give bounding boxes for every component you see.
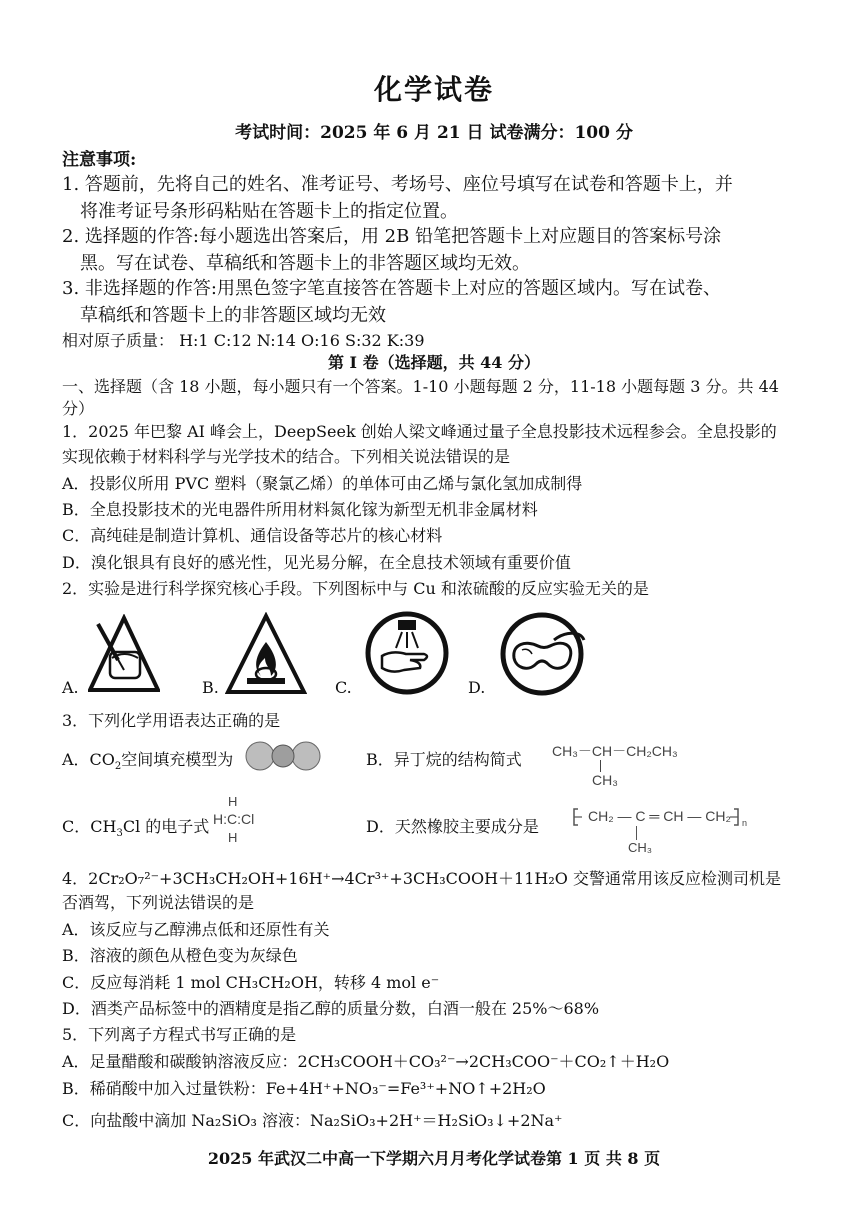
electron-formula-middle: H:C:Cl bbox=[213, 811, 255, 827]
q3-option-c-rest: Cl 的电子式 bbox=[122, 817, 210, 836]
q3-option-a bbox=[62, 747, 233, 772]
q5-stem: 5．下列离子方程式书写正确的是 bbox=[62, 1025, 297, 1044]
page-footer: 2025 年武汉二中高一下学期六月月考化学试卷第 1 页 共 8 页 bbox=[207, 1149, 661, 1168]
q1-option-d: D．溴化银具有良好的感光性，见光易分解，在全息技术领域有重要价值 bbox=[62, 553, 571, 572]
isobutane-formula-bottom: CH₃ bbox=[592, 772, 618, 788]
isobutane-formula-top: CH₃－CH－CH₂CH₃ bbox=[552, 743, 678, 759]
q1-option-b: B．全息投影技术的光电器件所用材料氮化镓为新型无机非金属材料 bbox=[62, 500, 538, 519]
q4-stem-line1: 4．2Cr₂O₇²⁻+3CH₃CH₂OH+16H⁺→4Cr³⁺+3CH₃COOH＋11H₂O 交警通常用该反应检测司机是 bbox=[62, 869, 781, 888]
rubber-formula-n: n bbox=[742, 818, 748, 828]
isobutane-bond bbox=[600, 760, 601, 772]
section-1-instruction-line1: 一、选择题（含 18 小题，每小题只有一个答案。1-10 小题每题 2 分，11-18 小题每题 3 分。共 44 bbox=[62, 377, 779, 396]
q5-option-a: A．足量醋酸和碳酸钠溶液反应：2CH₃COOH＋CO₃²⁻→2CH₃COO⁻＋CO₂↑＋H₂O bbox=[62, 1052, 670, 1071]
q1-stem-line2: 实现依赖于材料科学与光学技术的结合。下列相关说法错误的是 bbox=[62, 447, 511, 466]
rubber-formula-methyl: CH₃ bbox=[628, 840, 653, 855]
q3-option-c-prefix: C．CH bbox=[62, 817, 117, 836]
notice-item-2-line2: 黑。写在试卷、草稿纸和答题卡上的非答题区域均无效。 bbox=[80, 253, 530, 274]
q1-option-a: A．投影仪所用 PVC 塑料（聚氯乙烯）的单体可由乙烯与氯化氢加成制得 bbox=[62, 474, 583, 493]
fire-warning-icon bbox=[225, 612, 307, 696]
atomic-masses: 相对原子质量： H:1 C:12 N:14 O:16 S:32 K:39 bbox=[62, 331, 425, 350]
q3-option-a-rest: 空间填充模型为 bbox=[121, 750, 234, 769]
q4-option-a: A．该反应与乙醇沸点低和还原性有关 bbox=[62, 920, 330, 939]
wash-hands-icon bbox=[364, 610, 450, 696]
notice-item-1-line1: 1. 答题前，先将自己的姓名、准考证号、考场号、座位号填写在试卷和答题卡上，并 bbox=[62, 174, 733, 195]
notice-item-1-line2: 将准考证号条形码粘贴在答题卡上的指定位置。 bbox=[80, 201, 458, 222]
q2-label-d: D. bbox=[468, 678, 486, 697]
notice-item-3-line2: 草稿纸和答题卡上的非答题区域均无效 bbox=[80, 305, 386, 326]
notice-item-2-line1: 2. 选择题的作答:每小题选出答案后，用 2B 铅笔把答题卡上对应题目的答案标号涂 bbox=[62, 226, 722, 247]
sharp-object-warning-icon bbox=[88, 614, 160, 694]
rubber-methyl-bond bbox=[636, 826, 637, 840]
section-1-instruction-line2: 分） bbox=[62, 399, 95, 418]
q1-stem-line1: 1．2025 年巴黎 AI 峰会上，DeepSeek 创始人梁文峰通过量子全息投影技术远程参会。全息投影的 bbox=[62, 422, 777, 441]
q2-label-a: A. bbox=[62, 678, 79, 697]
q3-option-a-sub: 2 bbox=[114, 761, 122, 773]
notice-heading: 注意事项: bbox=[62, 150, 137, 170]
q4-option-b: B．溶液的颜色从橙色变为灰绿色 bbox=[62, 946, 298, 965]
rubber-formula-main: CH₂ — C ═ CH — CH₂ bbox=[588, 808, 731, 824]
q3-option-a-prefix: A．CO bbox=[62, 750, 115, 769]
q3-option-c bbox=[62, 814, 209, 839]
exam-info: 考试时间：2025 年 6 月 21 日 试卷满分：100 分 bbox=[235, 123, 633, 143]
section-1-title: 第 I 卷（选择题，共 44 分） bbox=[327, 353, 541, 372]
q2-label-c: C. bbox=[335, 678, 352, 697]
q4-stem-line2: 否酒驾，下列说法错误的是 bbox=[62, 893, 255, 912]
safety-goggles-icon bbox=[498, 610, 590, 696]
q3-stem: 3．下列化学用语表达正确的是 bbox=[62, 711, 281, 730]
q3-option-d: D．天然橡胶主要成分是 bbox=[366, 817, 539, 836]
co2-space-filling-model bbox=[244, 740, 322, 772]
page-title: 化学试卷 bbox=[373, 73, 494, 106]
q2-label-b: B. bbox=[202, 678, 219, 697]
electron-formula-h-bottom: H bbox=[228, 830, 238, 845]
q1-option-c: C．高纯硅是制造计算机、通信设备等芯片的核心材料 bbox=[62, 526, 443, 545]
q3-option-b: B．异丁烷的结构简式 bbox=[366, 750, 522, 769]
q4-option-d: D．酒类产品标签中的酒精度是指乙醇的质量分数，白酒一般在 25%～68% bbox=[62, 999, 600, 1018]
q5-option-c: C．向盐酸中滴加 Na₂SiO₃ 溶液：Na₂SiO₃+2H⁺＝H₂SiO₃↓+2Na⁺ bbox=[62, 1111, 563, 1130]
q2-stem: 2．实验是进行科学探究核心手段。下列图标中与 Cu 和浓硫酸的反应实验无关的是 bbox=[62, 579, 649, 598]
q5-option-b: B．稀硝酸中加入过量铁粉：Fe+4H⁺+NO₃⁻=Fe³⁺+NO↑+2H₂O bbox=[62, 1079, 546, 1098]
q4-option-c: C．反应每消耗 1 mol CH₃CH₂OH，转移 4 mol e⁻ bbox=[62, 973, 440, 992]
electron-formula-h-top: H bbox=[228, 794, 238, 809]
notice-item-3-line1: 3. 非选择题的作答:用黑色签字笔直接答在答题卡上对应的答题区域内。写在试卷、 bbox=[62, 278, 721, 299]
q3-option-c-sub: 3 bbox=[116, 828, 123, 840]
